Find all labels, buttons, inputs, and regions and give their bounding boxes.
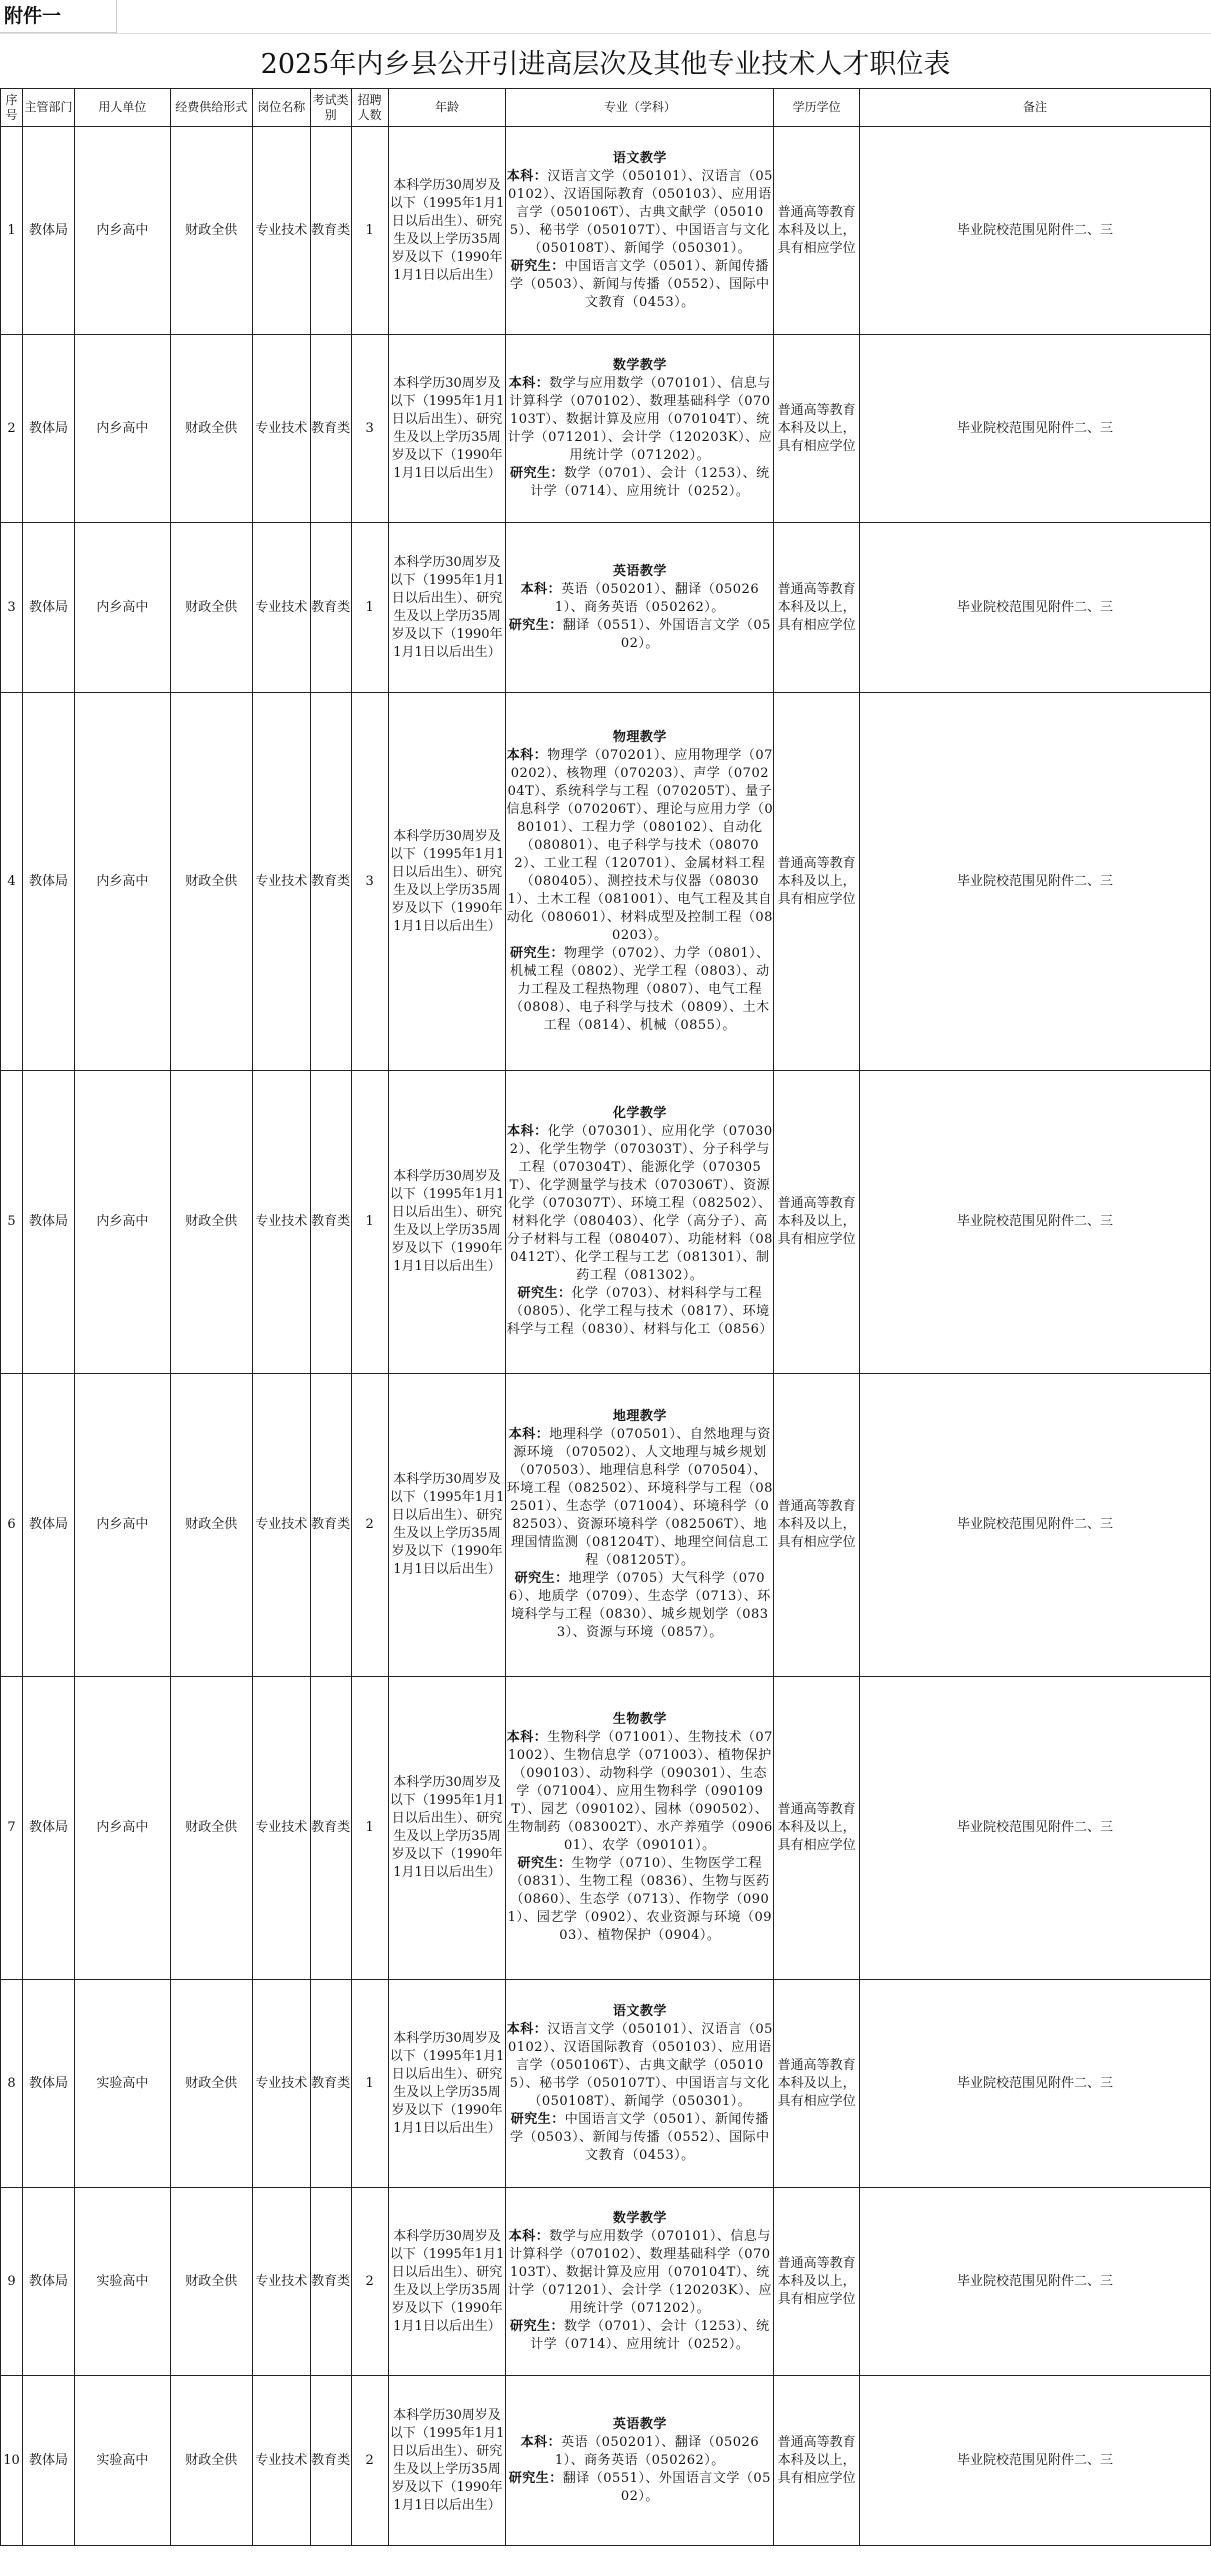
major-subject: 英语教学 (612, 2416, 667, 2432)
table-row (1, 1071, 1211, 1374)
cell-count: 2 (351, 1374, 388, 1677)
attachment-label: 附件一 (0, 0, 117, 33)
major-subject: 生物教学 (612, 1712, 667, 1727)
cell-age: 本科学历30周岁及以下（1995年1月1日以后出生）、研究生及以上学历35周岁及以下（1990年1月1日以后出生） (388, 1071, 506, 1374)
header-age: 年龄 (388, 89, 506, 127)
cell-unit: 实验高中 (74, 2188, 170, 2376)
cell-no: 4 (1, 693, 23, 1071)
cell-unit: 内乡高中 (74, 1071, 170, 1374)
graduate-label: 研究生： (514, 1571, 569, 1586)
cell-dept: 教体局 (22, 1677, 74, 1980)
bachelor-majors: 生物科学（071001）、生物技术（071002）、生物信息学（071003）、植物保护（090103）、动物科学（090301）、生态学（071004）、应用生物科学（090109T）、园艺（090102）、园林（090502）、生物制药（083002T）、水产养殖学（090601）、农学（090101）。 (506, 1730, 773, 1853)
cell-age: 本科学历30周岁及以下（1995年1月1日以后出生）、研究生及以上学历35周岁及以下（1990年1月1日以后出生） (388, 2188, 506, 2376)
cell-funding: 财政全供 (170, 2376, 252, 2546)
cell-no: 6 (1, 1374, 23, 1677)
cell-post: 专业技术 (252, 335, 310, 523)
cell-no: 9 (1, 2188, 23, 2376)
cell-dept: 教体局 (22, 2188, 74, 2376)
cell-dept: 教体局 (22, 523, 74, 693)
bachelor-label: 本科： (520, 2434, 562, 2450)
cell-remark: 毕业院校范围见附件二、三 (860, 335, 1211, 523)
cell-degree: 普通高等教育本科及以上，具有相应学位 (774, 1677, 860, 1980)
table-row (1, 335, 1211, 523)
cell-unit: 实验高中 (74, 1980, 170, 2188)
cell-unit: 内乡高中 (74, 335, 170, 523)
cell-exam: 教育类 (310, 1677, 351, 1980)
cell-remark: 毕业院校范围见附件二、三 (860, 1677, 1211, 1980)
bachelor-majors: 数学与应用数学（070101）、信息与计算科学（070102）、数理基础科学（070103T）、数据计算及应用（070104T）、统计学（071201）、会计学（120203K）、应用统计学（071202）。 (507, 375, 773, 463)
cell-no: 1 (1, 127, 23, 335)
cell-exam: 教育类 (310, 1374, 351, 1677)
cell-dept: 教体局 (22, 127, 74, 335)
cell-dept: 教体局 (22, 1374, 74, 1677)
cell-funding: 财政全供 (170, 127, 252, 335)
cell-age: 本科学历30周岁及以下（1995年1月1日以后出生）、研究生及以上学历35周岁及以下（1990年1月1日以后出生） (388, 523, 506, 693)
cell-remark: 毕业院校范围见附件二、三 (860, 693, 1211, 1071)
cell-major (506, 1374, 774, 1677)
cell-age: 本科学历30周岁及以下（1995年1月1日以后出生）、研究生及以上学历35周岁及以下（1990年1月1日以后出生） (388, 1980, 506, 2188)
graduate-majors: 物理学（0702）、力学（0801）、机械工程（0802）、光学工程（0803）、动力工程及工程热物理（0807）、电气工程（0808）、电子科学与技术（0809）、土木工程（0814）、机械（0855）。 (510, 945, 770, 1033)
cell-degree: 普通高等教育本科及以上，具有相应学位 (774, 693, 860, 1071)
graduate-label: 研究生： (517, 1286, 572, 1301)
cell-major (506, 1677, 774, 1980)
table-row (1, 2376, 1211, 2546)
header-remark: 备注 (860, 89, 1211, 127)
bachelor-label: 本科： (508, 1427, 550, 1442)
graduate-majors: 生物学（0710）、生物医学工程（0831）、生物工程（0836）、生物与医药（0860）、生态学（0713）、作物学（0901）、园艺学（0902）、农业资源与环境（0903）、植物保护（0904）。 (507, 1856, 773, 1943)
cell-degree: 普通高等教育本科及以上，具有相应学位 (774, 127, 860, 335)
bachelor-majors: 地理科学（070501）、自然地理与资源环境 （070502）、人文地理与城乡规划（070503）、地理信息科学（070504）、环境工程（082502）、环境科学与工程（082501）、生态学（071004）、环境科学（082503）、资源环境科学（082506T）、地理国情监测（081204T）、地理空间信息工程（081205T）。 (506, 1427, 773, 1568)
bachelor-label: 本科： (508, 375, 550, 391)
cell-post: 专业技术 (252, 1677, 310, 1980)
cell-funding: 财政全供 (170, 1071, 252, 1374)
major-subject: 化学教学 (612, 1106, 667, 1121)
graduate-label: 研究生： (510, 2318, 565, 2334)
cell-exam: 教育类 (310, 127, 351, 335)
cell-funding: 财政全供 (170, 523, 252, 693)
cell-remark: 毕业院校范围见附件二、三 (860, 1980, 1211, 2188)
major-subject: 语文教学 (612, 2003, 667, 2019)
cell-exam: 教育类 (310, 1071, 351, 1374)
cell-dept: 教体局 (22, 693, 74, 1071)
header-post: 岗位名称 (252, 89, 310, 127)
graduate-majors: 地理学（0705）大气科学（0706）、地质学（0709）、生态学（0713）、环境科学与工程（0830）、城乡规划学（0833）、资源与环境（0857）。 (508, 1571, 771, 1640)
header-unit: 用人单位 (74, 89, 170, 127)
bachelor-majors: 英语（050201）、翻译（050261）、商务英语（050262）。 (554, 2434, 760, 2468)
cell-age: 本科学历30周岁及以下（1995年1月1日以后出生）、研究生及以上学历35周岁及以下（1990年1月1日以后出生） (388, 1677, 506, 1980)
cell-funding: 财政全供 (170, 2188, 252, 2376)
bachelor-majors: 汉语言文学（050101）、汉语言（050102）、汉语国际教育（050103）、应用语言学（050106T）、古典文献学（050105）、秘书学（050107T）、中国语言与文化（050108T）、新闻学（050301）。 (507, 168, 773, 256)
major-subject: 数学教学 (612, 357, 667, 373)
graduate-label: 研究生： (510, 945, 565, 961)
cell-remark: 毕业院校范围见附件二、三 (860, 1071, 1211, 1374)
table-header-row (1, 89, 1211, 127)
header-count: 招聘人数 (351, 89, 388, 127)
cell-post: 专业技术 (252, 1071, 310, 1374)
graduate-label: 研究生： (510, 465, 565, 481)
cell-age: 本科学历30周岁及以下（1995年1月1日以后出生）、研究生及以上学历35周岁及以下（1990年1月1日以后出生） (388, 2376, 506, 2546)
cell-post: 专业技术 (252, 693, 310, 1071)
cell-count: 3 (351, 693, 388, 1071)
cell-unit: 实验高中 (74, 2376, 170, 2546)
cell-unit: 内乡高中 (74, 523, 170, 693)
header-degree: 学历学位 (774, 89, 860, 127)
major-subject: 语文教学 (612, 150, 667, 166)
cell-remark: 毕业院校范围见附件二、三 (860, 2188, 1211, 2376)
bachelor-label: 本科： (508, 2228, 550, 2244)
cell-funding: 财政全供 (170, 1980, 252, 2188)
cell-post: 专业技术 (252, 1374, 310, 1677)
cell-no: 7 (1, 1677, 23, 1980)
header-funding: 经费供给形式 (170, 89, 252, 127)
cell-no: 5 (1, 1071, 23, 1374)
cell-no: 3 (1, 523, 23, 693)
bachelor-label: 本科： (506, 168, 548, 184)
cell-exam: 教育类 (310, 523, 351, 693)
cell-major (506, 2376, 774, 2546)
graduate-label: 研究生： (510, 258, 565, 274)
cell-count: 1 (351, 127, 388, 335)
header-dept: 主管部门 (22, 89, 74, 127)
graduate-majors: 化学（0703）、材料科学与工程（0805）、化学工程与技术（0817）、环境科学与工程（0830）、材料与化工（0856） (506, 1286, 773, 1337)
header-no: 序号 (1, 89, 23, 127)
graduate-majors: 数学（0701）、会计（1253）、统计学（0714）、应用统计（0252）。 (530, 2318, 770, 2352)
cell-major (506, 2188, 774, 2376)
table-row (1, 1677, 1211, 1980)
bachelor-label: 本科： (507, 1124, 548, 1139)
bachelor-majors: 数学与应用数学（070101）、信息与计算科学（070102）、数理基础科学（070103T）、数据计算及应用（070104T）、统计学（071201）、会计学（120203K）、应用统计学（071202）。 (507, 2228, 773, 2316)
bachelor-majors: 物理学（070201）、应用物理学（070202）、核物理（070203）、声学（070204T）、系统科学与工程（070205T）、量子信息科学（070206T）、理论与应用力学（080101）、工程力学（080102）、自动化（080801）、电子科学与技术（080702）、工业工程（120701）、金属材料工程（080405）、测控技术与仪器（080301）、土木工程（081001）、电气工程及其自动化（080601）、材料成型及控制工程（080203）。 (506, 747, 774, 943)
cell-degree: 普通高等教育本科及以上，具有相应学位 (774, 1980, 860, 2188)
cell-post: 专业技术 (252, 127, 310, 335)
cell-exam: 教育类 (310, 2376, 351, 2546)
cell-degree: 普通高等教育本科及以上，具有相应学位 (774, 2188, 860, 2376)
cell-count: 2 (351, 2376, 388, 2546)
graduate-majors: 翻译（0551）、外国语言文学（0502）。 (562, 617, 771, 651)
header-exam: 考试类别 (310, 89, 351, 127)
cell-unit: 内乡高中 (74, 1677, 170, 1980)
header-major: 专业（学科） (506, 89, 774, 127)
cell-degree: 普通高等教育本科及以上，具有相应学位 (774, 1374, 860, 1677)
cell-funding: 财政全供 (170, 335, 252, 523)
bachelor-label: 本科： (520, 581, 562, 597)
cell-major (506, 127, 774, 335)
table-row (1, 523, 1211, 693)
cell-funding: 财政全供 (170, 693, 252, 1071)
sheet-gridline (0, 33, 1211, 34)
cell-no: 2 (1, 335, 23, 523)
cell-funding: 财政全供 (170, 1374, 252, 1677)
cell-degree: 普通高等教育本科及以上，具有相应学位 (774, 523, 860, 693)
bachelor-label: 本科： (506, 747, 548, 763)
cell-degree: 普通高等教育本科及以上，具有相应学位 (774, 335, 860, 523)
cell-post: 专业技术 (252, 2188, 310, 2376)
cell-no: 10 (1, 2376, 23, 2546)
cell-major (506, 693, 774, 1071)
bachelor-label: 本科： (506, 1730, 548, 1745)
table-row (1, 693, 1211, 1071)
positions-table (0, 88, 1211, 2546)
cell-post: 专业技术 (252, 2376, 310, 2546)
cell-remark: 毕业院校范围见附件二、三 (860, 1374, 1211, 1677)
cell-exam: 教育类 (310, 2188, 351, 2376)
cell-count: 1 (351, 1980, 388, 2188)
cell-post: 专业技术 (252, 523, 310, 693)
cell-age: 本科学历30周岁及以下（1995年1月1日以后出生）、研究生及以上学历35周岁及以下（1990年1月1日以后出生） (388, 127, 506, 335)
cell-count: 1 (351, 1071, 388, 1374)
cell-exam: 教育类 (310, 693, 351, 1071)
graduate-majors: 中国语言文学（0501）、新闻传播学（0503）、新闻与传播（0552）、国际中文教育（0453）。 (510, 258, 770, 310)
cell-major (506, 335, 774, 523)
cell-no: 8 (1, 1980, 23, 2188)
cell-unit: 内乡高中 (74, 127, 170, 335)
major-subject: 地理教学 (612, 1409, 667, 1424)
cell-major (506, 1071, 774, 1374)
table-row (1, 2188, 1211, 2376)
cell-funding: 财政全供 (170, 1677, 252, 1980)
table-row (1, 1374, 1211, 1677)
graduate-label: 研究生： (508, 617, 563, 633)
cell-remark: 毕业院校范围见附件二、三 (860, 127, 1211, 335)
cell-post: 专业技术 (252, 1980, 310, 2188)
cell-unit: 内乡高中 (74, 1374, 170, 1677)
major-subject: 数学教学 (612, 2210, 667, 2226)
cell-exam: 教育类 (310, 1980, 351, 2188)
graduate-label: 研究生： (517, 1856, 572, 1871)
table-row (1, 127, 1211, 335)
graduate-majors: 翻译（0551）、外国语言文学（0502）。 (562, 2470, 771, 2504)
bachelor-majors: 化学（070301）、应用化学（070302）、化学生物学（070303T）、分子科学与工程（070304T）、能源化学（070305T）、化学测量学与技术（070306T）、资源化学（070307T）、环境工程（082502）、材料化学（080403）、化学（高分子）、高分子材料与工程（080407）、功能材料（080412T）、化学工程与工艺（081301）、制药工程（081302）。 (506, 1124, 773, 1283)
cell-exam: 教育类 (310, 335, 351, 523)
cell-remark: 毕业院校范围见附件二、三 (860, 523, 1211, 693)
cell-dept: 教体局 (22, 1980, 74, 2188)
cell-dept: 教体局 (22, 1071, 74, 1374)
graduate-majors: 数学（0701）、会计（1253）、统计学（0714）、应用统计（0252）。 (530, 465, 770, 499)
cell-count: 1 (351, 523, 388, 693)
bachelor-majors: 英语（050201）、翻译（050261）、商务英语（050262）。 (554, 581, 760, 615)
cell-major (506, 1980, 774, 2188)
cell-degree: 普通高等教育本科及以上，具有相应学位 (774, 1071, 860, 1374)
graduate-label: 研究生： (508, 2470, 563, 2486)
cell-count: 3 (351, 335, 388, 523)
cell-major (506, 523, 774, 693)
cell-age: 本科学历30周岁及以下（1995年1月1日以后出生）、研究生及以上学历35周岁及以下（1990年1月1日以后出生） (388, 335, 506, 523)
cell-remark: 毕业院校范围见附件二、三 (860, 2376, 1211, 2546)
cell-age: 本科学历30周岁及以下（1995年1月1日以后出生）、研究生及以上学历35周岁及以下（1990年1月1日以后出生） (388, 693, 506, 1071)
cell-count: 2 (351, 2188, 388, 2376)
cell-degree: 普通高等教育本科及以上，具有相应学位 (774, 2376, 860, 2546)
major-subject: 英语教学 (612, 563, 667, 579)
bachelor-majors: 汉语言文学（050101）、汉语言（050102）、汉语国际教育（050103）、应用语言学（050106T）、古典文献学（050105）、秘书学（050107T）、中国语言与文化（050108T）、新闻学（050301）。 (507, 2021, 773, 2109)
cell-count: 1 (351, 1677, 388, 1980)
graduate-majors: 中国语言文学（0501）、新闻传播学（0503）、新闻与传播（0552）、国际中文教育（0453）。 (510, 2111, 770, 2163)
cell-age: 本科学历30周岁及以下（1995年1月1日以后出生）、研究生及以上学历35周岁及以下（1990年1月1日以后出生） (388, 1374, 506, 1677)
cell-unit: 内乡高中 (74, 693, 170, 1071)
table-row (1, 1980, 1211, 2188)
cell-dept: 教体局 (22, 2376, 74, 2546)
graduate-label: 研究生： (510, 2111, 565, 2127)
major-subject: 物理教学 (612, 729, 667, 745)
page-title: 2025年内乡县公开引进高层次及其他专业技术人才职位表 (260, 49, 951, 80)
cell-dept: 教体局 (22, 335, 74, 523)
bachelor-label: 本科： (506, 2021, 548, 2037)
